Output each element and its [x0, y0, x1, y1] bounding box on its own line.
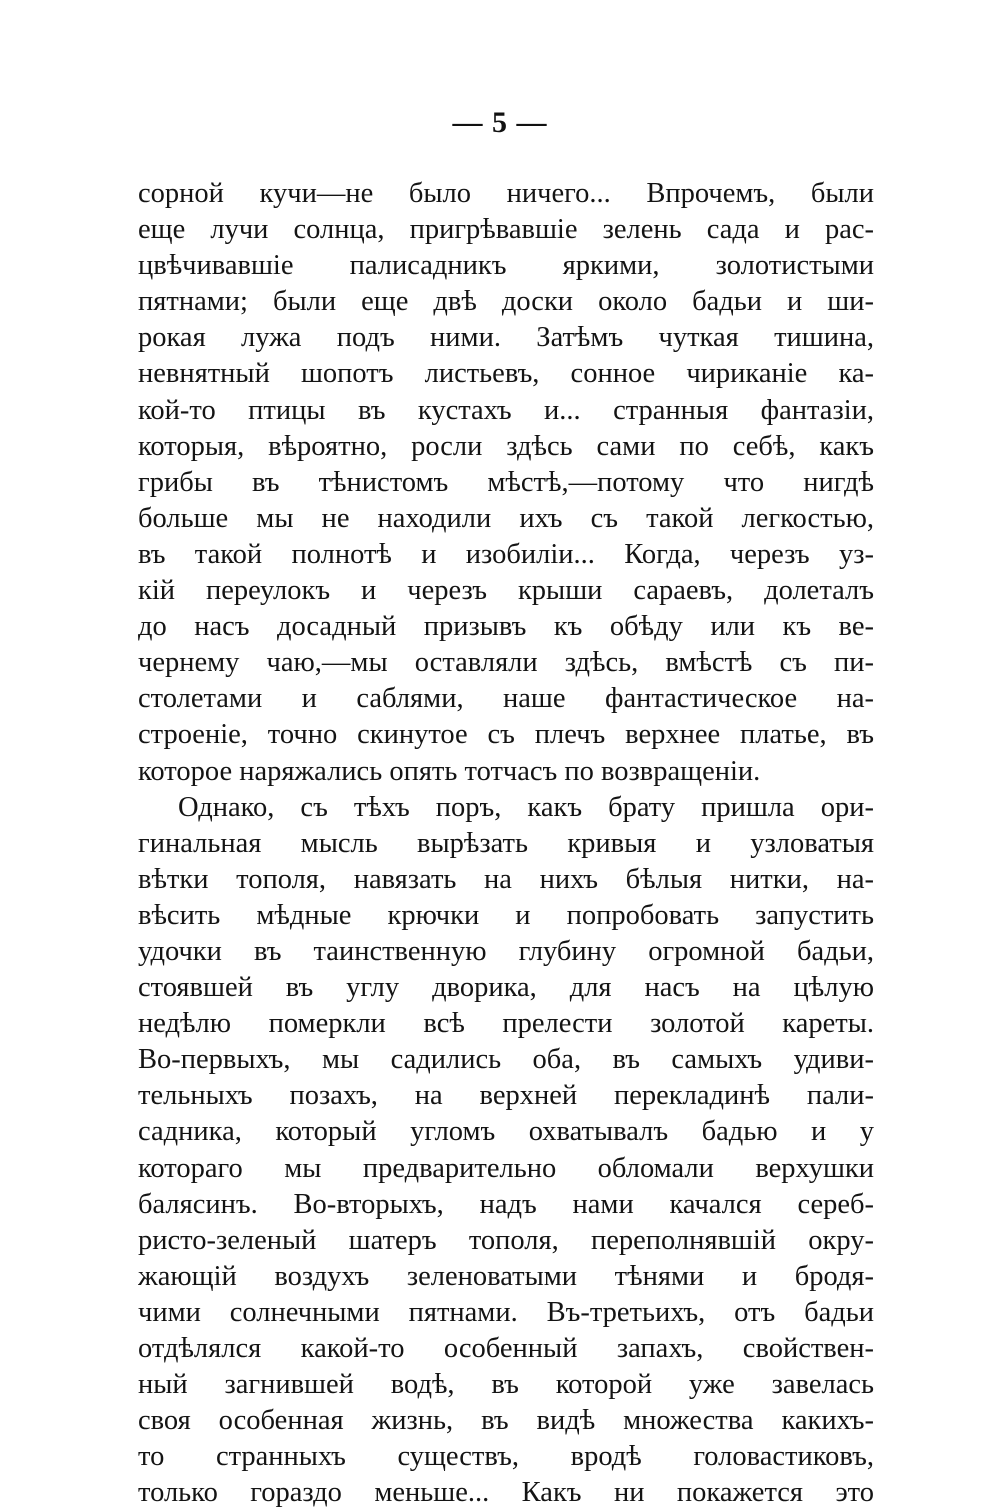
text-line: стоявшей въ углу дворика, для насъ на цѣлую: [138, 972, 874, 1004]
text-line: садника, который угломъ охватывалъ бадью и у: [138, 1116, 874, 1148]
text-line: балясинъ. Во-вторыхъ, надъ нами качался сереб-: [138, 1188, 874, 1220]
text-line: удочки въ таинственную глубину огромной бадьи,: [138, 935, 874, 967]
text-line: цвѣчивавшіе палисадникъ яркими, золотистыми: [138, 250, 874, 282]
text-line: Однако, съ тѣхъ поръ, какъ брату пришла ори-: [178, 791, 874, 823]
text-line: жающій воздухъ зеленоватыми тѣнями и бродя-: [138, 1260, 874, 1292]
text-line: ристо-зеленый шатеръ тополя, переполнявшій окру-: [138, 1224, 874, 1256]
text-line: недѣлю померкли всѣ прелести золотой кареты.: [138, 1008, 874, 1040]
text-line: до насъ досадный призывъ къ обѣду или къ ве-: [138, 611, 874, 643]
text-line: своя особенная жизнь, въ видѣ множества какихъ-: [138, 1405, 874, 1437]
text-line: чернему чаю,—мы оставляли здѣсь, вмѣстѣ съ пи-: [138, 647, 874, 679]
text-line: столетами и саблями, наше фантастическое на-: [138, 683, 874, 715]
text-line: Во-первыхъ, мы садились оба, въ самыхъ удиви-: [138, 1044, 874, 1076]
text-line: которыя, вѣроятно, росли здѣсь сами по себѣ, какъ: [138, 430, 874, 462]
text-line: еще лучи солнца, пригрѣвавшіе зелень сада и рас-: [138, 214, 874, 246]
text-line: рокая лужа подъ ними. Затѣмъ чуткая тишина,: [138, 322, 874, 354]
text-line: то странныхъ существъ, вродѣ головастиковъ,: [138, 1441, 874, 1473]
text-line: отдѣлялся какой-то особенный запахъ, свойствен-: [138, 1333, 874, 1364]
text-line: сорной кучи—не было ничего... Впрочемъ, были: [138, 178, 874, 209]
text-line: пятнами; были еще двѣ доски около бадьи и ши-: [138, 286, 874, 318]
text-line: котораго мы предварительно обломали верхушки: [138, 1152, 874, 1184]
text-line: только гораздо меньше... Какъ ни покажется это: [138, 1477, 874, 1509]
text-line: грибы въ тѣнистомъ мѣстѣ,—потому что нигдѣ: [138, 466, 874, 498]
text-line: невнятный шопотъ листьевъ, сонное чириканіе ка-: [138, 358, 874, 390]
text-line: которое наряжались опять тотчасъ по возвращеніи.: [138, 755, 761, 787]
text-line: кой-то птицы въ кустахъ и... странныя фантазіи,: [138, 394, 874, 426]
page-number: — 5 —: [452, 106, 548, 139]
text-line: въ такой полнотѣ и изобиліи... Когда, черезъ уз-: [138, 538, 874, 570]
text-line: кій переулокъ и черезъ крыши сараевъ, долеталъ: [138, 575, 874, 607]
body-text: [138, 176, 874, 1511]
text-line: тельныхъ позахъ, на верхней перекладинѣ пали-: [138, 1080, 874, 1112]
text-line: гинальная мысль вырѣзать кривыя и узловатыя: [138, 827, 874, 859]
text-line: вѣтки тополя, навязать на нихъ бѣлыя нитки, на-: [138, 863, 874, 895]
text-line: больше мы не находили ихъ съ такой легкостью,: [138, 502, 874, 534]
text-line: чими солнечными пятнами. Въ-третьихъ, отъ бадьи: [138, 1296, 874, 1328]
text-line: ный загнившей водѣ, въ которой уже завелась: [138, 1369, 874, 1401]
text-line: строеніе, точно скинутое съ плечъ верхнее платье, въ: [138, 719, 874, 751]
text-line: вѣсить мѣдные крючки и попробовать запустить: [138, 899, 874, 931]
